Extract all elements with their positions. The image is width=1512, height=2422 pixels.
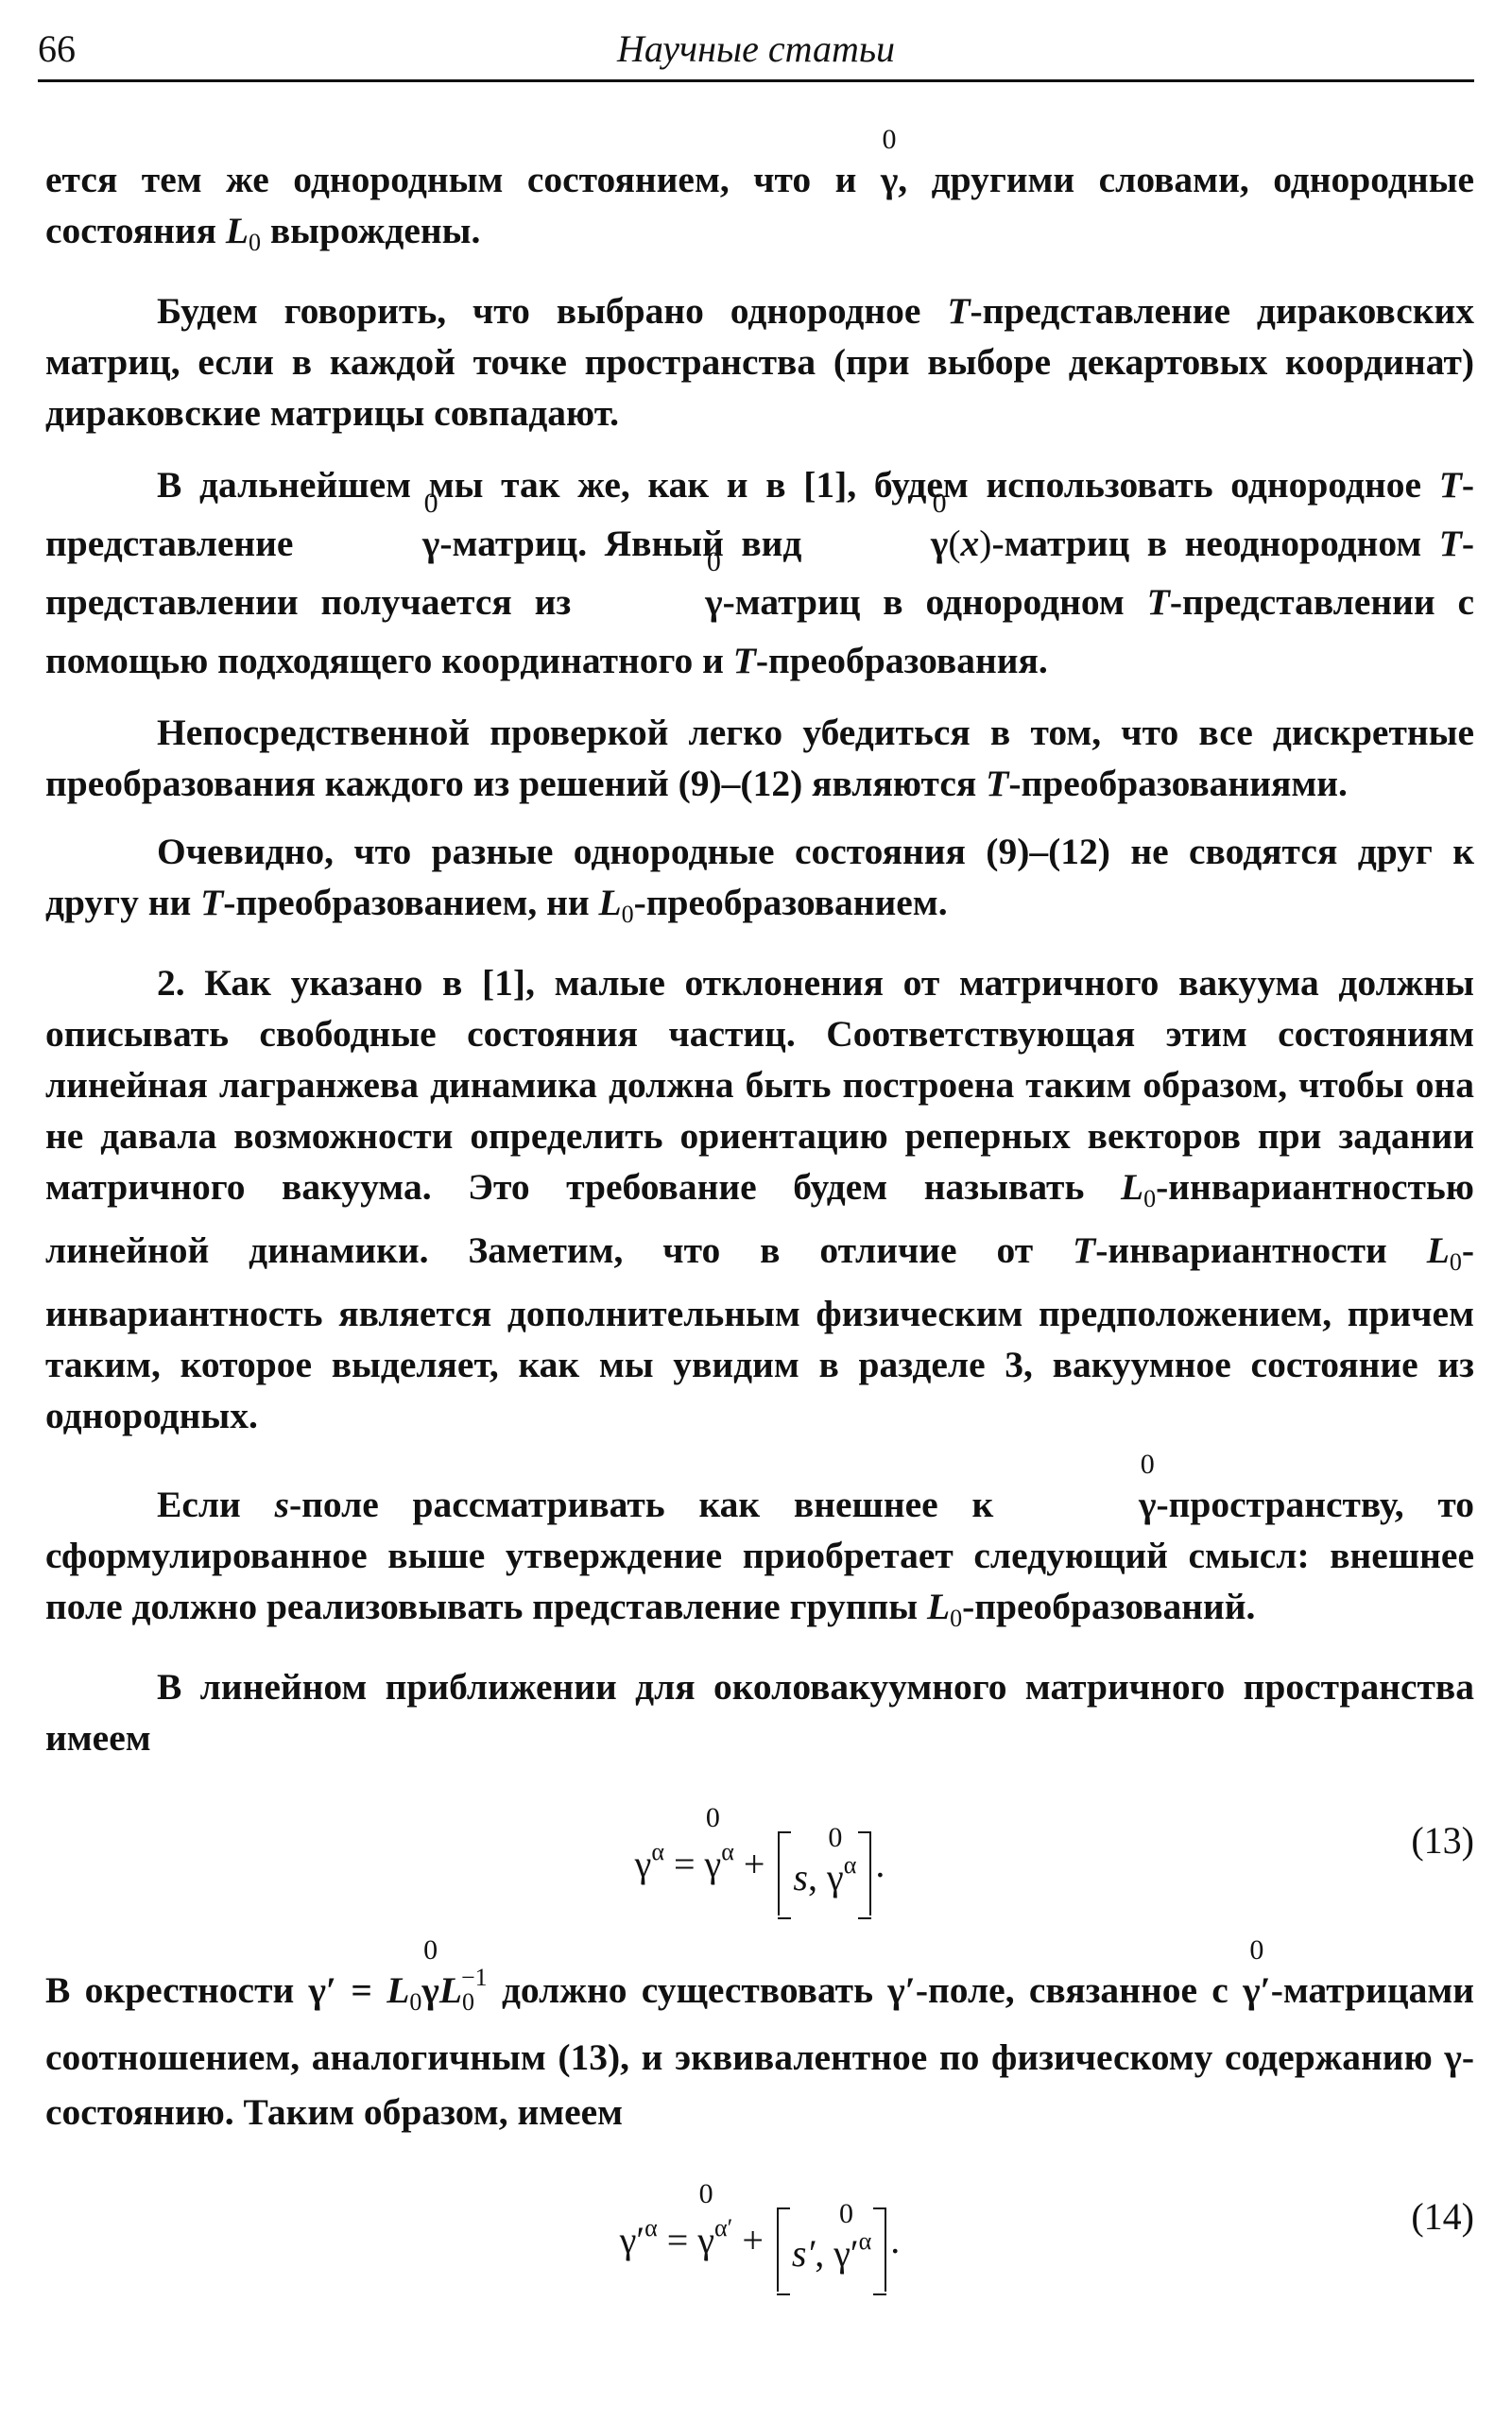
article-body [45, 118, 1474, 2317]
paragraph-9: В окрестности $\gamma' = L_00$ $\gamma L_0^{-1}$ должно существовать γ′-поле, связанное с 0 γ′-матрицами соотношением, аналогичным (13), и эквивалентное по физическому содержанию γ-состоянию. Таким образом, имеем [45, 1950, 1474, 2139]
equation-13-body: $\gamma^\alpha = 0$ $\gamma^\alpha + s$, 0 $\gamma^\alpha$ . [45, 1818, 1474, 1902]
paragraph-6: 2. Как указано в [1], малые отклонения от матричного вакуума должны описывать свободные состояния частиц. Соответствующая этим состояниям линейная лагранжева динамика должна быть построена таким образом, чтобы она не давала возможности определить ориентацию реперных векторов при задании матричного вакуума. Это требование будем называть $L_0$-инвариантностью линейной динамики. Заметим, что в отличие от T-инвариантности $L_0$-инвариантность является дополнительным физическим предположением, причем таким, которое выделяет, как мы увидим в разделе 3, вакуумное состояние из однородных. [45, 962, 1475, 1436]
paragraph-2: Будем говорить, что выбрано однородное T-представление дираковских матриц, если в каждой точке пространства (при выборе декартовых координат) дираковские матрицы совпадают. [45, 290, 1475, 434]
header-rule [38, 79, 1474, 82]
commutator-bracket: s′, 0 $\gamma'^\alpha$ [777, 2207, 886, 2292]
paragraph-1: ется тем же однородным состоянием, что и 0 γ, другими словами, однородные состояния $L_0$ вырождены. [45, 154, 1474, 268]
gamma-vacuum-symbol: 0 γ [881, 154, 898, 205]
paragraph-8: В линейном приближении для околовакуумного матричного пространства имеем [45, 1666, 1474, 1759]
equation-13 [45, 1780, 1474, 1913]
paragraph-4: Непосредственной проверкой легко убедиться в том, что все дискретные преобразования каждого из решений (9)–(12) являются T-преобразованиями. [45, 712, 1474, 804]
paragraph-5: Очевидно, что разные однородные состояния (9)–(12) не сводятся друг к другу ни T-преобразованием, ни $L_0$-преобразованием. [45, 831, 1474, 928]
equation-14-number: (14) [1411, 2195, 1474, 2238]
equation-14-body: $\gamma'^\alpha = 0$ $\gamma^{\alpha'} + s'$, 0 $\gamma'^\alpha$ . [45, 2194, 1474, 2278]
running-head [38, 26, 1474, 79]
paragraph-3: В дальнейшем мы так же, как и в [1], будем использовать однородное T-представление 0 γ-матриц. Явный вид 0 γ(x)-матриц в неоднородном T-представлении получается из 0 γ-матриц в однородном T-представлении с помощью подходящего координатного и T-преобразования. [45, 455, 1474, 690]
commutator-bracket: s, 0 $\gamma^\alpha$ [778, 1831, 871, 1915]
running-title: Научные статьи [616, 27, 896, 70]
page-number: 66 [38, 27, 76, 70]
equation-13-number: (13) [1411, 1819, 1474, 1862]
equation-14 [45, 2156, 1474, 2289]
paragraph-7: Если s-поле рассматривать как внешнее к 0 γ-пространству, то сформулированное выше утверждение приобретает следующий смысл: внешнее поле должно реализовывать представление группы $L_0$-преобразований. [45, 1479, 1474, 1644]
